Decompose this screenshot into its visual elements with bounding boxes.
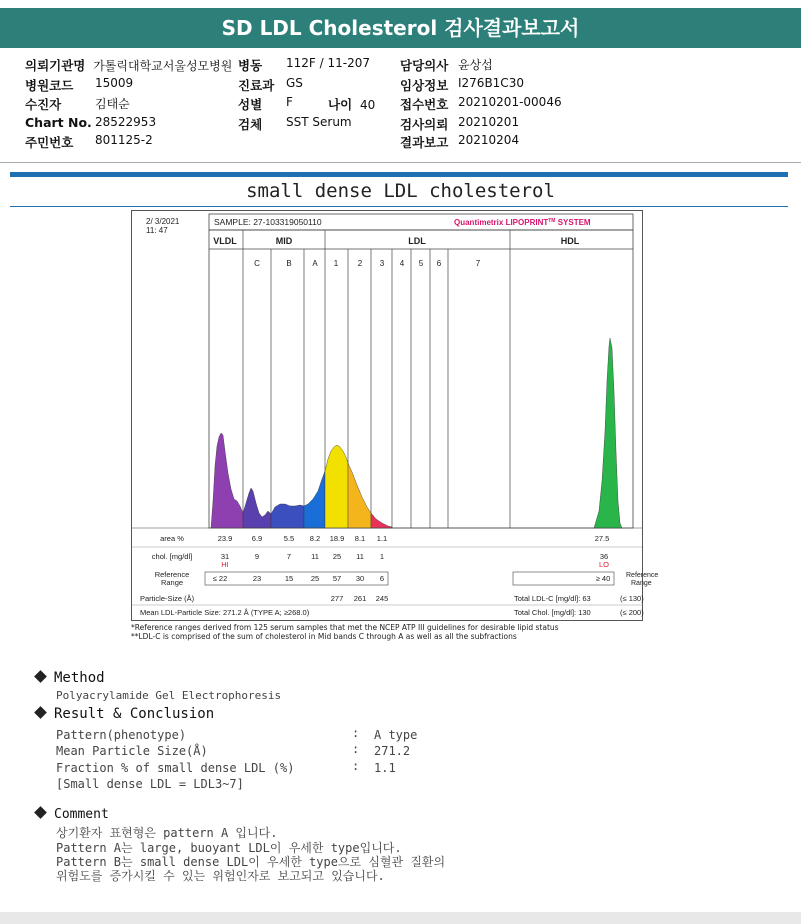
info-label: 접수번호 [400,97,449,112]
fraction-fill-3 [371,513,392,528]
band-label-3: 3 [379,259,385,268]
info-patient-name [25,95,130,113]
band-label-6: 6 [436,259,442,268]
row-label-area: area % [160,534,184,543]
result-note: [Small dense LDL = LDL3~7] [56,777,244,791]
ref-vldl: ≤ 22 [212,574,228,583]
band-label-5: 5 [418,259,424,268]
group-label-hdl: HDL [560,236,580,246]
fraction-fill-2 [348,463,371,528]
info-value: GS [286,76,303,90]
chart-footnote-1: *Reference ranges derived from 125 serum samples that met the NCEP ATP III guidelines for desirable lipid status [131,623,559,632]
particle-2: 261 [353,594,367,603]
row-label-particle: Particle-Size (Å) [140,594,195,603]
lipoprint-chart [131,210,659,621]
group-label-mid: MID [275,236,293,246]
total-ldl-c-ref: (≤ 130) [620,594,644,603]
report-title: SD LDL Cholesterol 검사결과보고서 [0,8,801,48]
method-text: Polyacrylamide Gel Electrophoresis [56,689,282,702]
info-value: 김태순 [95,97,130,111]
info-label: 임상정보 [400,78,449,93]
row-label-chol: chol. [mg/dl] [151,552,193,561]
result-value-pattern: A type [374,728,418,742]
comment-heading [36,807,109,822]
result-heading [36,706,214,722]
info-value: 20210204 [458,133,520,147]
section-title: small dense LDL cholesterol [246,180,555,202]
ref-header-right-1: Reference [626,572,659,579]
info-requesting-institution [25,56,232,74]
area-vldl: 23.9 [217,534,233,543]
area-2: 8.1 [354,534,366,543]
info-label: 진료과 [238,78,275,93]
info-value: 112F / 11-207 [286,56,370,70]
group-label-vldl: VLDL [213,236,237,246]
band-label-c: C [254,259,260,268]
info-value: 윤상섭 [458,58,493,72]
info-clinical-info [400,76,524,94]
info-chart-no [25,115,157,130]
brand-tm: TM [548,218,556,224]
area-hdl: 27.5 [594,534,610,543]
ref-a: 25 [310,574,320,583]
info-sex [238,95,293,113]
info-accession-no [400,95,562,113]
diamond-bullet-icon [34,670,47,683]
comment-heading-text: Comment [54,807,109,822]
info-value: 15009 [95,76,134,90]
diamond-bullet-icon [34,806,47,819]
result-label-fraction: Fraction % of small dense LDL (%) [56,761,295,775]
area-b: 5.5 [283,534,295,543]
info-label: 수진자 [25,97,62,112]
ref-3: 6 [379,574,385,583]
chol-hdl: 36 [599,552,609,561]
method-heading-text: Method [54,670,105,686]
area-a: 8.2 [309,534,321,543]
info-label: 병동 [238,58,263,73]
info-ward [238,56,370,74]
chol-a: 11 [311,552,319,561]
info-physician [400,56,493,74]
area-1: 18.9 [329,534,345,543]
info-age [328,95,375,113]
fraction-fill-a [304,471,325,528]
method-heading [36,670,105,686]
info-hospital-code [25,76,134,94]
result-colon: : [352,742,360,756]
result-value-fraction: 1.1 [374,761,396,775]
row-label-ref-1: Reference [154,570,190,579]
info-label: 의뢰기관명 [25,58,86,73]
info-value: SST Serum [286,115,352,129]
info-specimen [238,115,352,133]
band-dividers [209,230,633,528]
info-label: 병원코드 [25,78,74,93]
info-label: 주민번호 [25,135,74,150]
ref-header-right-2: Range [631,580,652,587]
info-value: 28522953 [95,115,157,129]
result-label-mean-size: Mean Particle Size(Å) [56,744,208,758]
chol-2: 11 [356,552,364,561]
info-value: 20210201-00046 [458,95,562,109]
info-label: 검체 [238,117,263,132]
info-value: F [286,95,293,109]
comment-line: 위험도를 증가시킬 수 있는 위험인자로 보고되고 있습니다. [56,869,385,883]
particle-3: 245 [375,594,389,603]
info-value: 40 [359,98,376,112]
comment-line: 상기환자 표현형은 pattern A 입니다. [56,826,278,840]
area-c: 6.9 [251,534,263,543]
info-value: 20210201 [458,115,520,129]
fraction-fill-hdl [594,338,622,528]
info-resident-no [25,133,153,151]
result-heading-text: Result & Conclusion [54,706,215,722]
result-colon: : [352,759,360,773]
total-chol-ref: (≤ 200) [620,608,644,617]
brand-label [454,218,591,227]
comment-line: Pattern A는 large, buoyant LDL이 우세한 type입니다. [56,841,402,855]
band-label-2: 2 [357,259,363,268]
section-divider [10,172,788,177]
diamond-bullet-icon [34,706,47,719]
total-chol: Total Chol. [mg/dl]: 130 [514,608,591,617]
row-label-ref-2: Range [160,578,184,587]
chart-footnote-2: **LDL-C is comprised of the sum of cholesterol in Mid bands C through A as well as all the subfractions [131,632,517,641]
flag-hi: HI [221,560,229,569]
result-label-pattern: Pattern(phenotype) [56,728,187,742]
info-value: I276B1C30 [458,76,524,90]
brand-name: Quantimetrix LIPOPRINT [454,218,549,227]
sample-id: SAMPLE: 27-103319050110 [214,217,322,227]
fraction-fill-1 [325,445,348,528]
values-table [132,528,658,617]
area-3: 1.1 [376,534,388,543]
plot-frame [209,230,633,528]
patient-info-block [0,48,801,163]
info-label: Chart No. [25,115,92,130]
info-label: 담당의사 [400,58,449,73]
result-value-mean-size: 271.2 [374,744,411,758]
chol-1: 25 [332,552,342,561]
chol-vldl: 31 [220,552,230,561]
fraction-fill-c [243,488,271,528]
chol-c: 9 [254,552,260,561]
fraction-fill-vldl [211,433,243,528]
band-label-7: 7 [475,259,481,268]
info-department [238,76,303,94]
band-label-1: 1 [333,259,339,268]
info-value: 801125-2 [95,133,153,147]
chol-3: 1 [379,552,385,561]
chart-date: 2/ 3/2021 [146,217,180,226]
section-divider [10,206,788,207]
ref-hdl: ≥ 40 [595,574,611,583]
band-label-a: A [312,259,318,268]
lipoprint-svg [132,211,659,620]
info-label: 나이 [328,97,353,112]
info-report-date [400,133,520,151]
ref-1: 57 [332,574,342,583]
result-colon: : [352,726,360,740]
ref-2: 30 [355,574,365,583]
comment-line: Pattern B는 small dense LDL이 우세한 type으로 심혈관 질환의 [56,855,446,869]
ref-b: 15 [284,574,294,583]
info-request-date [400,115,520,133]
densitometry-curve [211,338,622,528]
info-label: 검사의뢰 [400,117,449,132]
fraction-fill-b [271,504,304,528]
brand-suffix: SYSTEM [555,218,591,227]
group-label-ldl: LDL [408,236,426,246]
info-value: 가톨릭대학교서울성모병원 [93,59,233,73]
flag-lo: LO [598,560,610,569]
info-label: 성별 [238,97,263,112]
info-label: 결과보고 [400,135,449,150]
chol-b: 7 [286,552,292,561]
ref-c: 23 [252,574,262,583]
footer-strip [0,912,801,924]
mean-particle-size: Mean LDL-Particle Size: 271.2 Å (TYPE A; ≥268.0) [140,608,310,617]
band-label-4: 4 [399,259,405,268]
total-ldl-c: Total LDL-C [mg/dl]: 63 [514,594,591,603]
particle-1: 277 [330,594,344,603]
band-label-b: B [286,259,292,268]
chart-time: 11: 47 [146,226,168,235]
